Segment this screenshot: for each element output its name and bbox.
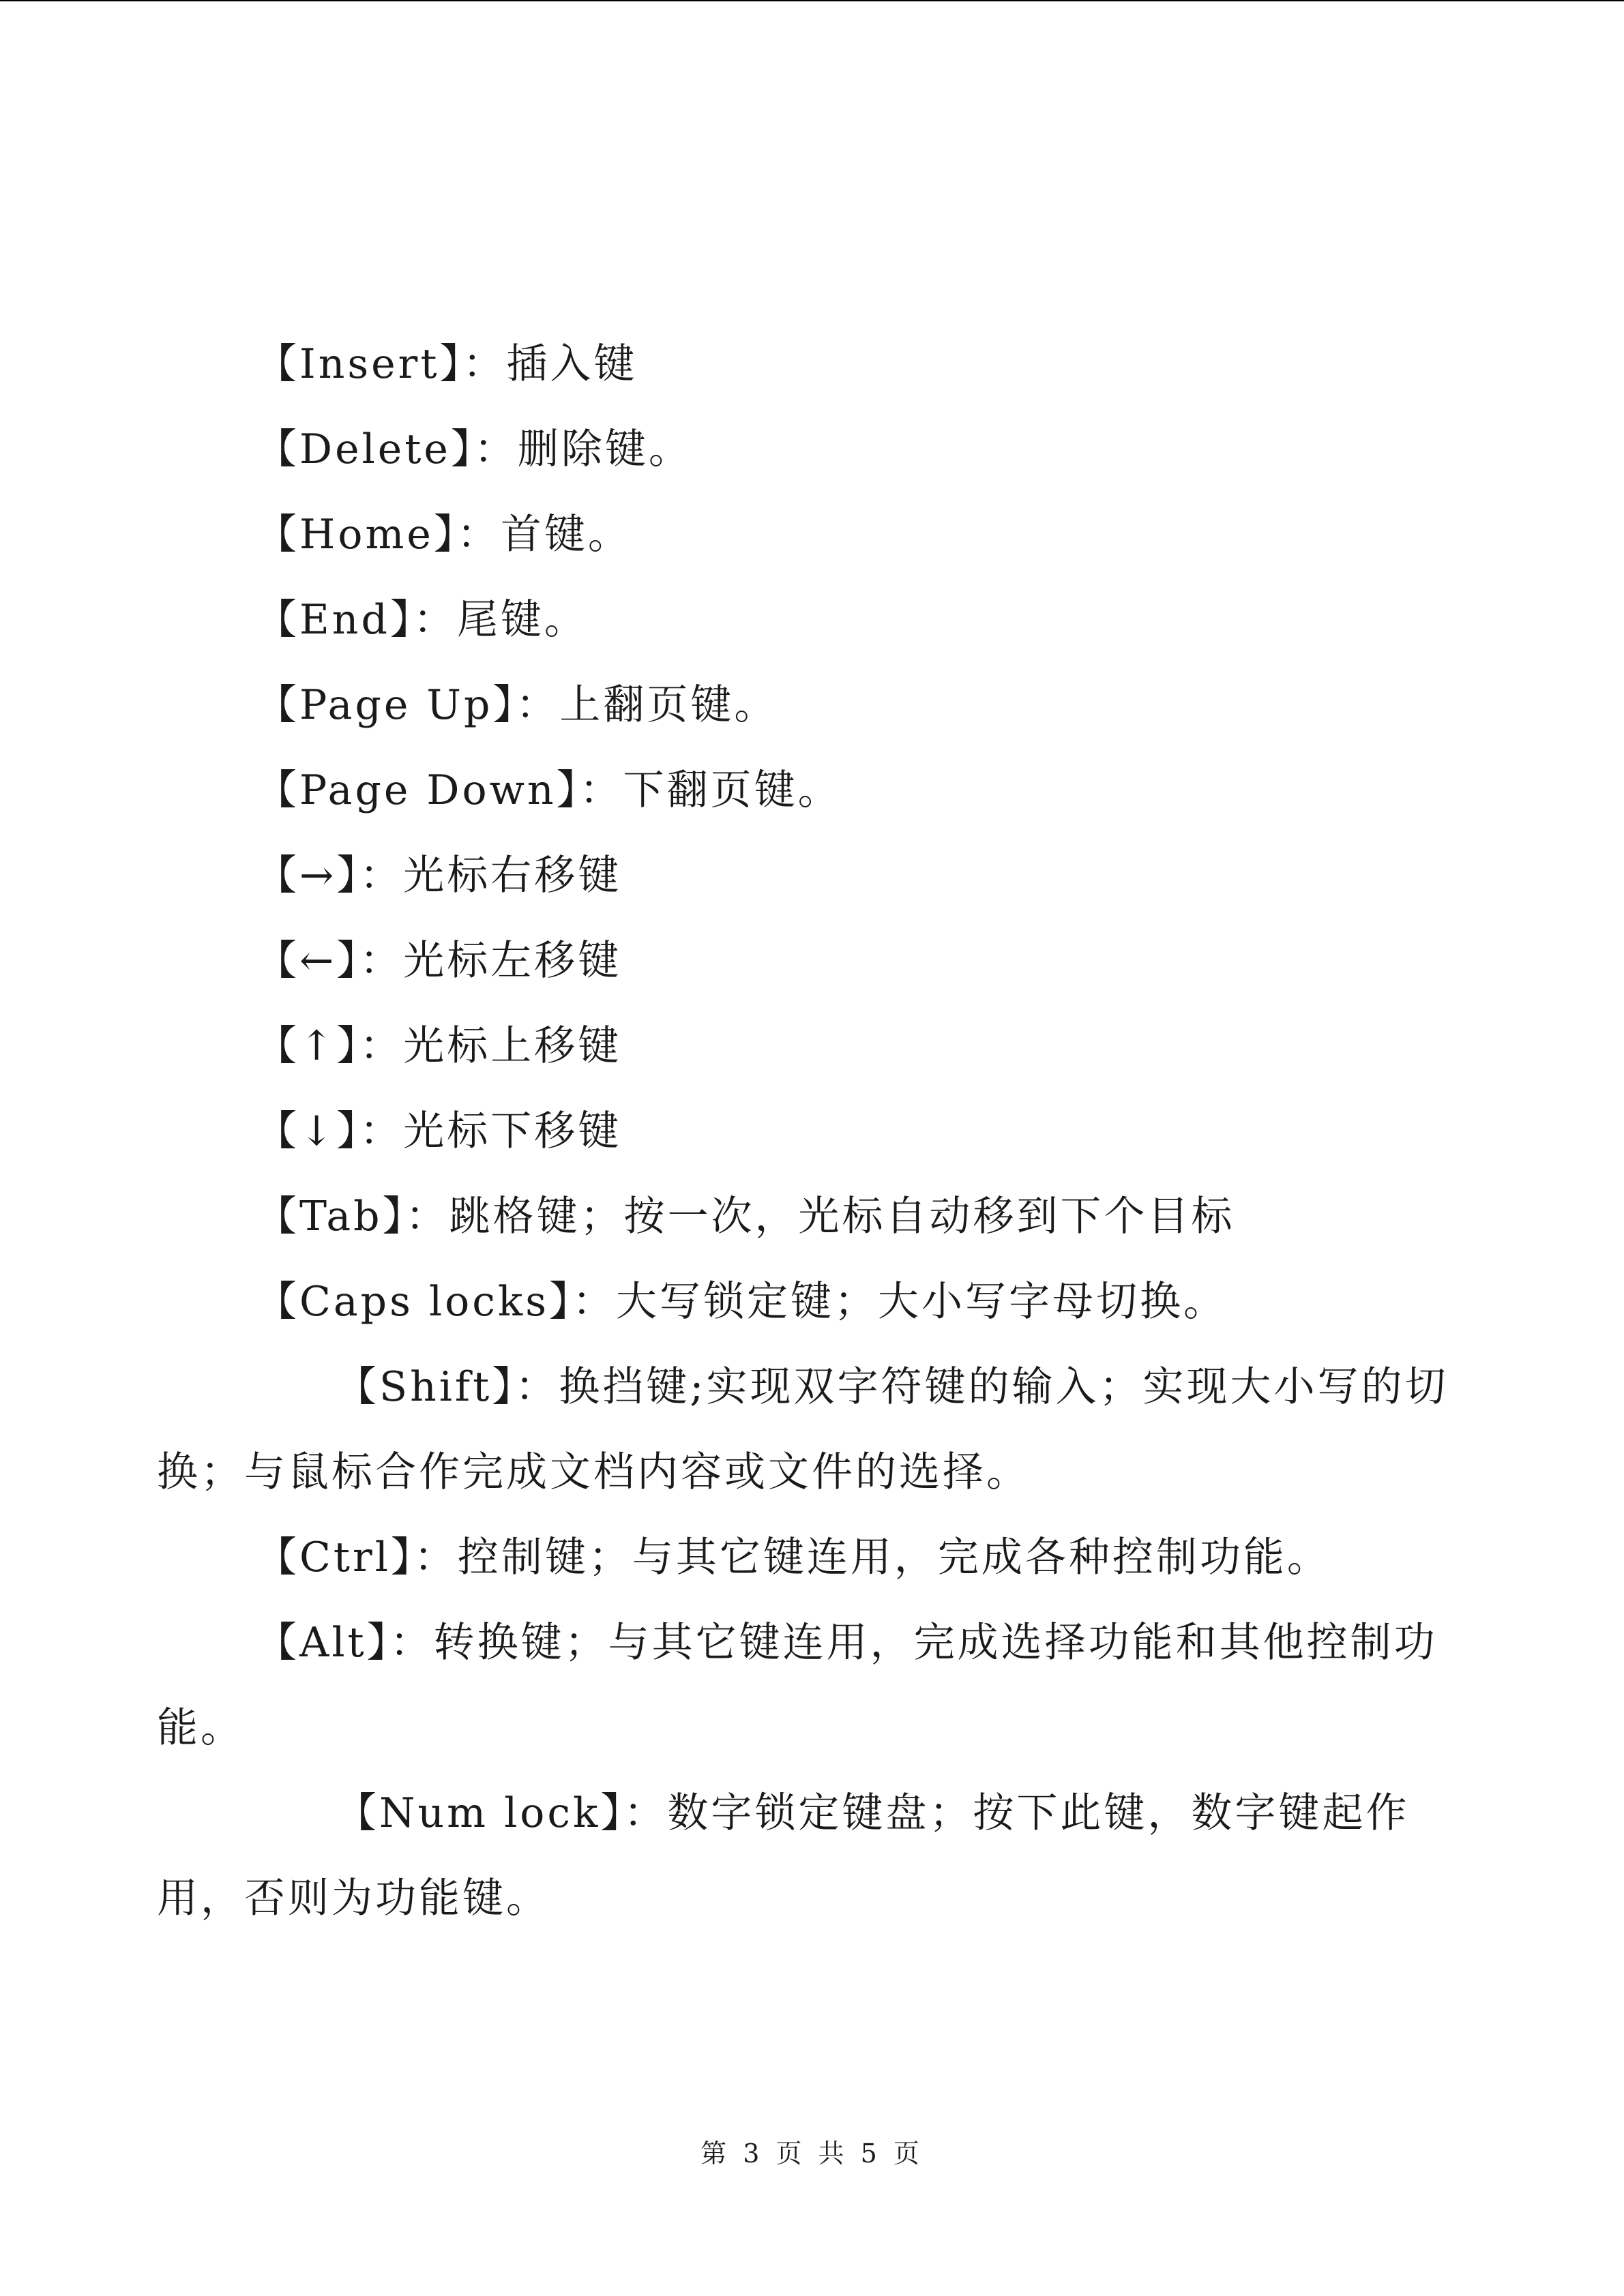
paragraph-caps-lock: 【Caps locks】：大写锁定键；大小写字母切换。 xyxy=(256,1278,1228,1326)
paragraph-arrow-up: 【↑】：光标上移键 xyxy=(256,1022,622,1070)
paragraph-arrow-right: 【→】：光标右移键 xyxy=(256,852,622,899)
paragraph-arrow-down: 【↓】：光标下移键 xyxy=(256,1107,622,1155)
paragraph-shift: 【Shift】：换挡键;实现双字符键的输入；实现大小写的切换；与鼠标合作完成文档内容或文件的选择。 xyxy=(157,1363,1449,1496)
paragraph-page-up: 【Page Up】：上翻页键。 xyxy=(256,681,778,729)
paragraph-ctrl: 【Ctrl】：控制键；与其它键连用，完成各种控制功能。 xyxy=(256,1534,1331,1581)
paragraph-num-lock: 【Num lock】：数字锁定键盘；按下此键，数字键起作用，否则为功能键。 xyxy=(157,1789,1410,1922)
paragraph-delete: 【Delete】：删除键。 xyxy=(256,426,692,473)
paragraph-end: 【End】：尾键。 xyxy=(256,596,588,644)
paragraph-home: 【Home】：首键。 xyxy=(256,511,632,558)
paragraph-insert: 【Insert】：插入键 xyxy=(256,340,638,388)
paragraph-arrow-left: 【←】：光标左移键 xyxy=(256,937,622,985)
paragraph-alt: 【Alt】：转换键；与其它键连用，完成选择功能和其他控制功能。 xyxy=(157,1619,1438,1752)
paragraph-page-down: 【Page Down】：下翻页键。 xyxy=(256,766,842,814)
paragraph-tab: 【Tab】：跳格键；按一次，光标自动移到下个目标 xyxy=(256,1193,1235,1240)
document-body xyxy=(157,322,1466,1941)
page-footer: 第 3 页 共 5 页 xyxy=(700,2138,924,2168)
